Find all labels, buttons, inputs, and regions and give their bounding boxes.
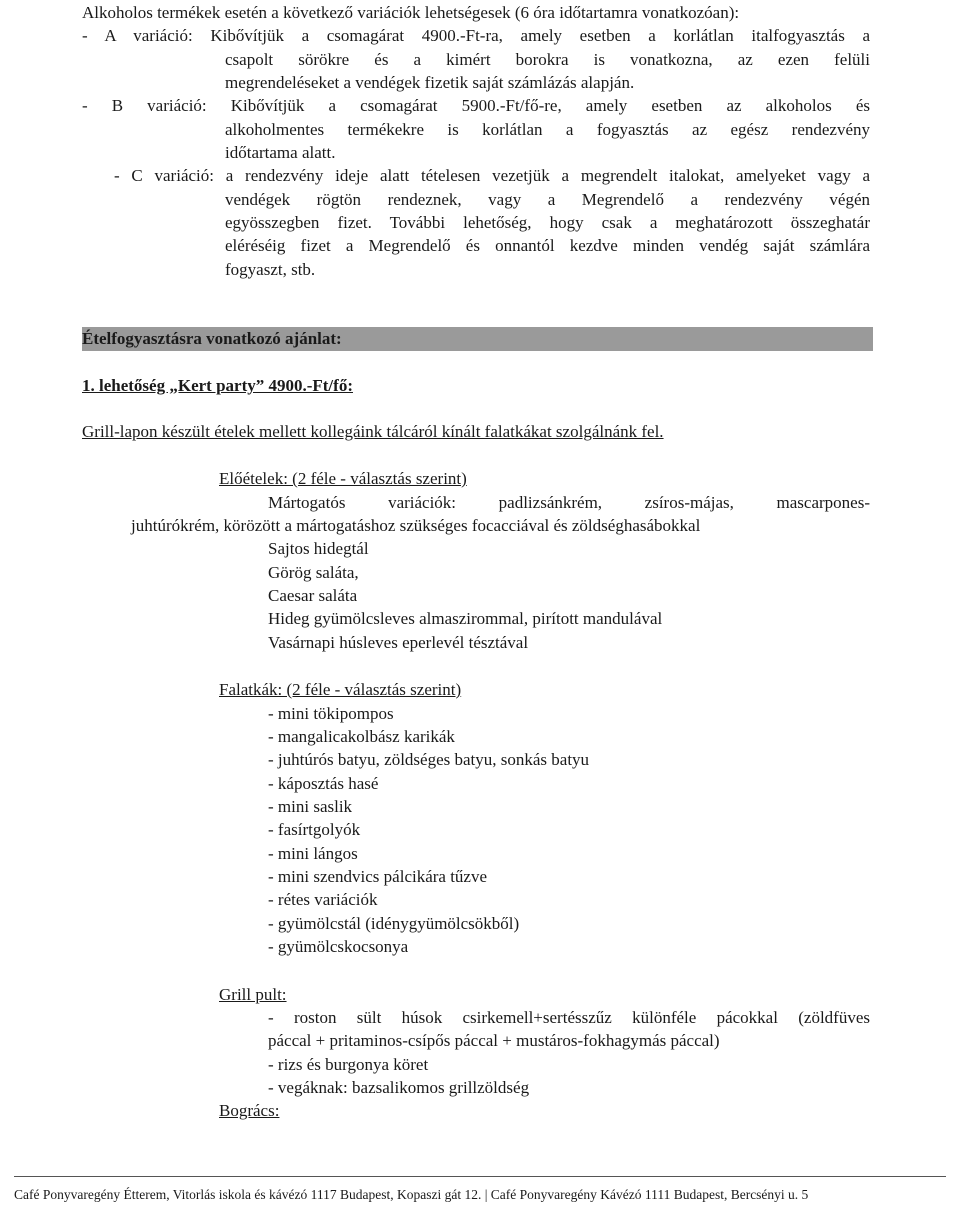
bogracs-heading: Bogrács: (219, 1101, 280, 1120)
bite-item: - mini lángos (268, 844, 358, 863)
option-description: Grill-lapon készült ételek mellett kollegáink tálcáról kínált falatkákat szolgálnánk fel. (82, 422, 664, 441)
bite-item: - gyümölcskocsonya (268, 937, 409, 956)
bite-item: - mini saslik (268, 797, 353, 816)
variant-b-line-3: időtartama alatt. (225, 143, 336, 162)
grill-line-3: - rizs és burgonya köret (268, 1055, 429, 1074)
starters-heading: Előételek: (2 féle - választás szerint) (219, 469, 467, 488)
variant-a-line-3: megrendeléseket a vendégek fizetik saját számlázás alapján. (225, 73, 635, 92)
grill-line-2: páccal + pritaminos-csípős páccal + mustáros-fokhagymás páccal) (268, 1031, 720, 1050)
variant-c-line-3: egyösszegben fizet. További lehetőség, hogy csak a meghatározott összeghatár (225, 213, 870, 232)
footer-divider (14, 1176, 946, 1177)
bite-item: - mini tökipompos (268, 704, 394, 723)
bites-heading: Falatkák: (2 féle - választás szerint) (219, 680, 462, 699)
grill-line-1: - roston sült húsok csirkemell+sertésszűz különféle pácokkal (zöldfüves (268, 1008, 870, 1027)
section-title: Ételfogyasztásra vonatkozó ajánlat: (82, 329, 342, 348)
option-title: 1. lehetőség „Kert party” 4900.-Ft/fő: (82, 376, 353, 395)
starters-dip-line-1: Mártogatós variációk: padlizsánkrém, zsíros-májas, mascarpones- (268, 493, 870, 512)
grill-line-4: - vegáknak: bazsalikomos grillzöldség (268, 1078, 530, 1097)
starter-item: Sajtos hidegtál (268, 539, 369, 558)
variant-c-line-5: fogyaszt, stb. (225, 260, 316, 279)
variant-a-line-1: - A variáció: Kibővítjük a csomagárat 4900.-Ft-ra, amely esetben a korlátlan italfogyasztás a (82, 26, 870, 45)
variant-c-line-1: - C variáció: a rendezvény ideje alatt tételesen vezetjük a megrendelt italokat, amelyeket vagy a (114, 166, 870, 185)
starter-item: Caesar saláta (268, 586, 358, 605)
variant-c-line-4: eléréséig fizet a Megrendelő és onnantól kezdve minden vendég saját számlára (225, 236, 870, 255)
bite-item: - káposztás hasé (268, 774, 379, 793)
grill-heading: Grill pult: (219, 985, 287, 1004)
variant-b-line-2: alkoholmentes termékekre is korlátlan a fogyasztás az egész rendezvény (225, 120, 870, 139)
variant-c-line-2: vendégek rögtön rendeznek, vagy a Megrendelő a rendezvény végén (225, 190, 870, 209)
variant-b-line-1: - B variáció: Kibővítjük a csomagárat 5900.-Ft/fő-re, amely esetben az alkoholos és (82, 96, 870, 115)
starter-item: Hideg gyümölcsleves almaszirommal, pirított mandulával (268, 609, 663, 628)
section-heading-bar (82, 327, 873, 351)
starter-item: Vasárnapi húsleves eperlevél tésztával (268, 633, 529, 652)
bite-item: - mini szendvics pálcikára tűzve (268, 867, 488, 886)
intro-text: Alkoholos termékek esetén a következő variációk lehetségesek (6 óra időtartamra vonatkozóan): (82, 3, 740, 22)
bite-item: - rétes variációk (268, 890, 378, 909)
bite-item: - gyümölcstál (idénygyümölcsökből) (268, 914, 520, 933)
bite-item: - fasírtgolyók (268, 820, 361, 839)
starter-item: Görög saláta, (268, 563, 359, 582)
starters-dip-line-2: juhtúrókrém, körözött a mártogatáshoz szükséges focacciával és zöldséghasábokkal (131, 516, 701, 535)
bite-item: - juhtúrós batyu, zöldséges batyu, sonkás batyu (268, 750, 590, 769)
variant-a-line-2: csapolt sörökre és a kimért borokra is vonatkozna, az ezen felüli (225, 50, 870, 69)
bite-item: - mangalicakolbász karikák (268, 727, 455, 746)
footer-text: Café Ponyvaregény Étterem, Vitorlás iskola és kávézó 1117 Budapest, Kopaszi gát 12. | Café Ponyvaregény Kávézó 1111 Budapest, Bercsényi u. 5 (14, 1187, 809, 1202)
